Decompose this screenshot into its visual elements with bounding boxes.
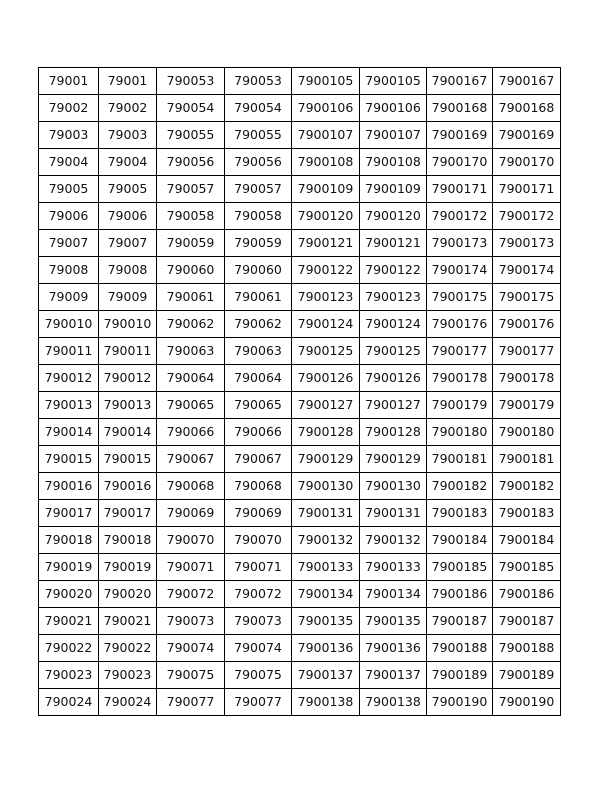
table-cell: 7900184 [427, 527, 493, 554]
table-cell: 7900131 [360, 500, 427, 527]
table-cell: 7900108 [360, 149, 427, 176]
table-cell: 7900184 [493, 527, 561, 554]
table-cell: 7900167 [493, 68, 561, 95]
table-cell: 790011 [99, 338, 157, 365]
table-cell: 7900128 [292, 419, 360, 446]
table-cell: 7900136 [360, 635, 427, 662]
table-cell: 7900177 [493, 338, 561, 365]
table-cell: 7900126 [292, 365, 360, 392]
table-cell: 790062 [157, 311, 225, 338]
table-cell: 7900175 [427, 284, 493, 311]
table-cell: 790013 [99, 392, 157, 419]
table-cell: 790023 [39, 662, 99, 689]
table-cell: 790016 [99, 473, 157, 500]
table-cell: 7900105 [360, 68, 427, 95]
table-cell: 7900123 [292, 284, 360, 311]
table-cell: 790063 [157, 338, 225, 365]
table-cell: 790055 [157, 122, 225, 149]
table-row [39, 473, 561, 500]
table-cell: 79006 [99, 203, 157, 230]
table-cell: 7900135 [360, 608, 427, 635]
table-cell: 7900170 [427, 149, 493, 176]
table-cell: 7900172 [427, 203, 493, 230]
table-cell: 790020 [99, 581, 157, 608]
number-table [38, 67, 561, 716]
table-cell: 790058 [225, 203, 292, 230]
table-cell: 790064 [157, 365, 225, 392]
table-row [39, 419, 561, 446]
table-cell: 7900134 [360, 581, 427, 608]
table-cell: 790068 [157, 473, 225, 500]
table-cell: 790022 [99, 635, 157, 662]
table-cell: 7900127 [292, 392, 360, 419]
table-cell: 7900173 [427, 230, 493, 257]
table-cell: 790060 [157, 257, 225, 284]
table-row [39, 68, 561, 95]
table-cell: 7900180 [427, 419, 493, 446]
table-cell: 7900186 [427, 581, 493, 608]
table-cell: 790058 [157, 203, 225, 230]
table-cell: 79007 [99, 230, 157, 257]
table-cell: 790018 [39, 527, 99, 554]
table-cell: 790017 [39, 500, 99, 527]
table-cell: 790054 [225, 95, 292, 122]
table-cell: 7900126 [360, 365, 427, 392]
table-cell: 7900171 [493, 176, 561, 203]
table-row [39, 662, 561, 689]
table-row [39, 500, 561, 527]
table-cell: 7900107 [292, 122, 360, 149]
table-row [39, 446, 561, 473]
table-cell: 790019 [99, 554, 157, 581]
table-cell: 7900174 [493, 257, 561, 284]
table-cell: 790059 [157, 230, 225, 257]
table-cell: 790066 [157, 419, 225, 446]
table-cell: 790022 [39, 635, 99, 662]
table-cell: 790063 [225, 338, 292, 365]
table-cell: 79005 [39, 176, 99, 203]
table-cell: 7900105 [292, 68, 360, 95]
table-cell: 790077 [157, 689, 225, 716]
table-cell: 7900190 [427, 689, 493, 716]
table-cell: 790015 [99, 446, 157, 473]
table-cell: 7900180 [493, 419, 561, 446]
table-cell: 7900133 [292, 554, 360, 581]
table-cell: 790065 [225, 392, 292, 419]
table-cell: 790016 [39, 473, 99, 500]
table-cell: 790021 [39, 608, 99, 635]
table-cell: 7900178 [427, 365, 493, 392]
table-cell: 79003 [99, 122, 157, 149]
table-cell: 790069 [225, 500, 292, 527]
table-cell: 7900120 [360, 203, 427, 230]
table-row [39, 284, 561, 311]
table-cell: 7900107 [360, 122, 427, 149]
table-cell: 7900177 [427, 338, 493, 365]
table-cell: 7900130 [292, 473, 360, 500]
table-cell: 790070 [157, 527, 225, 554]
table-cell: 7900134 [292, 581, 360, 608]
table-cell: 790060 [225, 257, 292, 284]
table-row [39, 338, 561, 365]
table-cell: 7900135 [292, 608, 360, 635]
table-cell: 7900121 [360, 230, 427, 257]
table-cell: 7900168 [427, 95, 493, 122]
table-cell: 7900169 [427, 122, 493, 149]
table-cell: 7900120 [292, 203, 360, 230]
table-cell: 7900172 [493, 203, 561, 230]
table-cell: 790015 [39, 446, 99, 473]
table-cell: 7900179 [493, 392, 561, 419]
table-cell: 7900133 [360, 554, 427, 581]
table-cell: 790014 [99, 419, 157, 446]
table-cell: 790024 [99, 689, 157, 716]
table-cell: 790014 [39, 419, 99, 446]
table-cell: 7900167 [427, 68, 493, 95]
table-cell: 790065 [157, 392, 225, 419]
table-cell: 790067 [157, 446, 225, 473]
table-cell: 7900132 [360, 527, 427, 554]
table-cell: 7900137 [292, 662, 360, 689]
table-cell: 790064 [225, 365, 292, 392]
table-cell: 7900182 [493, 473, 561, 500]
table-cell: 79005 [99, 176, 157, 203]
table-row [39, 203, 561, 230]
table-cell: 7900185 [427, 554, 493, 581]
table-cell: 790072 [157, 581, 225, 608]
table-cell: 790073 [157, 608, 225, 635]
table-cell: 7900174 [427, 257, 493, 284]
table-cell: 790018 [99, 527, 157, 554]
table-cell: 7900108 [292, 149, 360, 176]
table-cell: 7900175 [493, 284, 561, 311]
table-row [39, 554, 561, 581]
table-cell: 790012 [99, 365, 157, 392]
table-cell: 79004 [99, 149, 157, 176]
table-cell: 7900179 [427, 392, 493, 419]
table-cell: 790071 [157, 554, 225, 581]
table-cell: 790077 [225, 689, 292, 716]
table-cell: 7900121 [292, 230, 360, 257]
table-cell: 7900125 [292, 338, 360, 365]
table-cell: 7900183 [493, 500, 561, 527]
table-cell: 79009 [99, 284, 157, 311]
table-cell: 7900132 [292, 527, 360, 554]
table-row [39, 149, 561, 176]
table-cell: 7900130 [360, 473, 427, 500]
table-cell: 790074 [225, 635, 292, 662]
table-cell: 790059 [225, 230, 292, 257]
table-cell: 7900123 [360, 284, 427, 311]
table-row [39, 122, 561, 149]
table-cell: 790069 [157, 500, 225, 527]
table-cell: 790011 [39, 338, 99, 365]
table-row [39, 311, 561, 338]
table-cell: 790073 [225, 608, 292, 635]
table-cell: 790070 [225, 527, 292, 554]
table-cell: 7900187 [427, 608, 493, 635]
table-cell: 790067 [225, 446, 292, 473]
table-cell: 790019 [39, 554, 99, 581]
table-cell: 79002 [99, 95, 157, 122]
table-cell: 7900127 [360, 392, 427, 419]
table-cell: 7900170 [493, 149, 561, 176]
table-cell: 790024 [39, 689, 99, 716]
table-cell: 7900138 [360, 689, 427, 716]
table-cell: 7900185 [493, 554, 561, 581]
table-cell: 7900171 [427, 176, 493, 203]
table-cell: 790013 [39, 392, 99, 419]
table-row [39, 365, 561, 392]
table-cell: 790075 [225, 662, 292, 689]
table-cell: 790023 [99, 662, 157, 689]
table-cell: 7900125 [360, 338, 427, 365]
table-cell: 7900173 [493, 230, 561, 257]
table-cell: 790056 [225, 149, 292, 176]
table-cell: 790055 [225, 122, 292, 149]
table-cell: 7900122 [292, 257, 360, 284]
table-cell: 7900129 [360, 446, 427, 473]
table-row [39, 608, 561, 635]
table-cell: 790061 [157, 284, 225, 311]
table-cell: 7900182 [427, 473, 493, 500]
table-cell: 7900129 [292, 446, 360, 473]
table-cell: 7900124 [360, 311, 427, 338]
table-cell: 7900187 [493, 608, 561, 635]
table-cell: 7900178 [493, 365, 561, 392]
table-cell: 79008 [99, 257, 157, 284]
table-cell: 790017 [99, 500, 157, 527]
table-cell: 7900189 [493, 662, 561, 689]
table-cell: 79001 [39, 68, 99, 95]
table-cell: 790054 [157, 95, 225, 122]
table-cell: 7900131 [292, 500, 360, 527]
table-cell: 7900124 [292, 311, 360, 338]
table-cell: 790074 [157, 635, 225, 662]
table-cell: 790066 [225, 419, 292, 446]
table-cell: 7900188 [427, 635, 493, 662]
table-cell: 7900136 [292, 635, 360, 662]
table-cell: 7900128 [360, 419, 427, 446]
table-cell: 790053 [157, 68, 225, 95]
table-cell: 7900176 [493, 311, 561, 338]
table-row [39, 257, 561, 284]
table-cell: 790020 [39, 581, 99, 608]
table-row [39, 176, 561, 203]
table-row [39, 689, 561, 716]
table-cell: 790010 [99, 311, 157, 338]
table-cell: 7900138 [292, 689, 360, 716]
table-row [39, 527, 561, 554]
table-cell: 7900109 [292, 176, 360, 203]
table-cell: 7900186 [493, 581, 561, 608]
table-cell: 79001 [99, 68, 157, 95]
table-cell: 7900181 [427, 446, 493, 473]
table-cell: 79009 [39, 284, 99, 311]
table-cell: 79007 [39, 230, 99, 257]
table-row [39, 95, 561, 122]
table-cell: 79004 [39, 149, 99, 176]
table-row [39, 635, 561, 662]
table-cell: 7900176 [427, 311, 493, 338]
table-cell: 7900181 [493, 446, 561, 473]
table-cell: 790053 [225, 68, 292, 95]
table-cell: 79002 [39, 95, 99, 122]
table-cell: 790062 [225, 311, 292, 338]
table-body [39, 68, 561, 716]
table-cell: 7900183 [427, 500, 493, 527]
table-cell: 7900189 [427, 662, 493, 689]
table-cell: 7900106 [360, 95, 427, 122]
table-cell: 7900137 [360, 662, 427, 689]
table-row [39, 230, 561, 257]
table-cell: 790061 [225, 284, 292, 311]
table-cell: 79003 [39, 122, 99, 149]
table-cell: 7900122 [360, 257, 427, 284]
table-cell: 7900106 [292, 95, 360, 122]
table-cell: 790010 [39, 311, 99, 338]
table-cell: 790057 [225, 176, 292, 203]
table-cell: 790021 [99, 608, 157, 635]
table-row [39, 581, 561, 608]
table-cell: 790012 [39, 365, 99, 392]
table-cell: 790056 [157, 149, 225, 176]
table-cell: 790068 [225, 473, 292, 500]
table-cell: 7900190 [493, 689, 561, 716]
table-cell: 790057 [157, 176, 225, 203]
table-cell: 79006 [39, 203, 99, 230]
table-cell: 7900188 [493, 635, 561, 662]
table-cell: 790075 [157, 662, 225, 689]
table-cell: 790071 [225, 554, 292, 581]
table-row [39, 392, 561, 419]
table-cell: 790072 [225, 581, 292, 608]
table-cell: 7900169 [493, 122, 561, 149]
table-cell: 79008 [39, 257, 99, 284]
table-cell: 7900168 [493, 95, 561, 122]
table-cell: 7900109 [360, 176, 427, 203]
